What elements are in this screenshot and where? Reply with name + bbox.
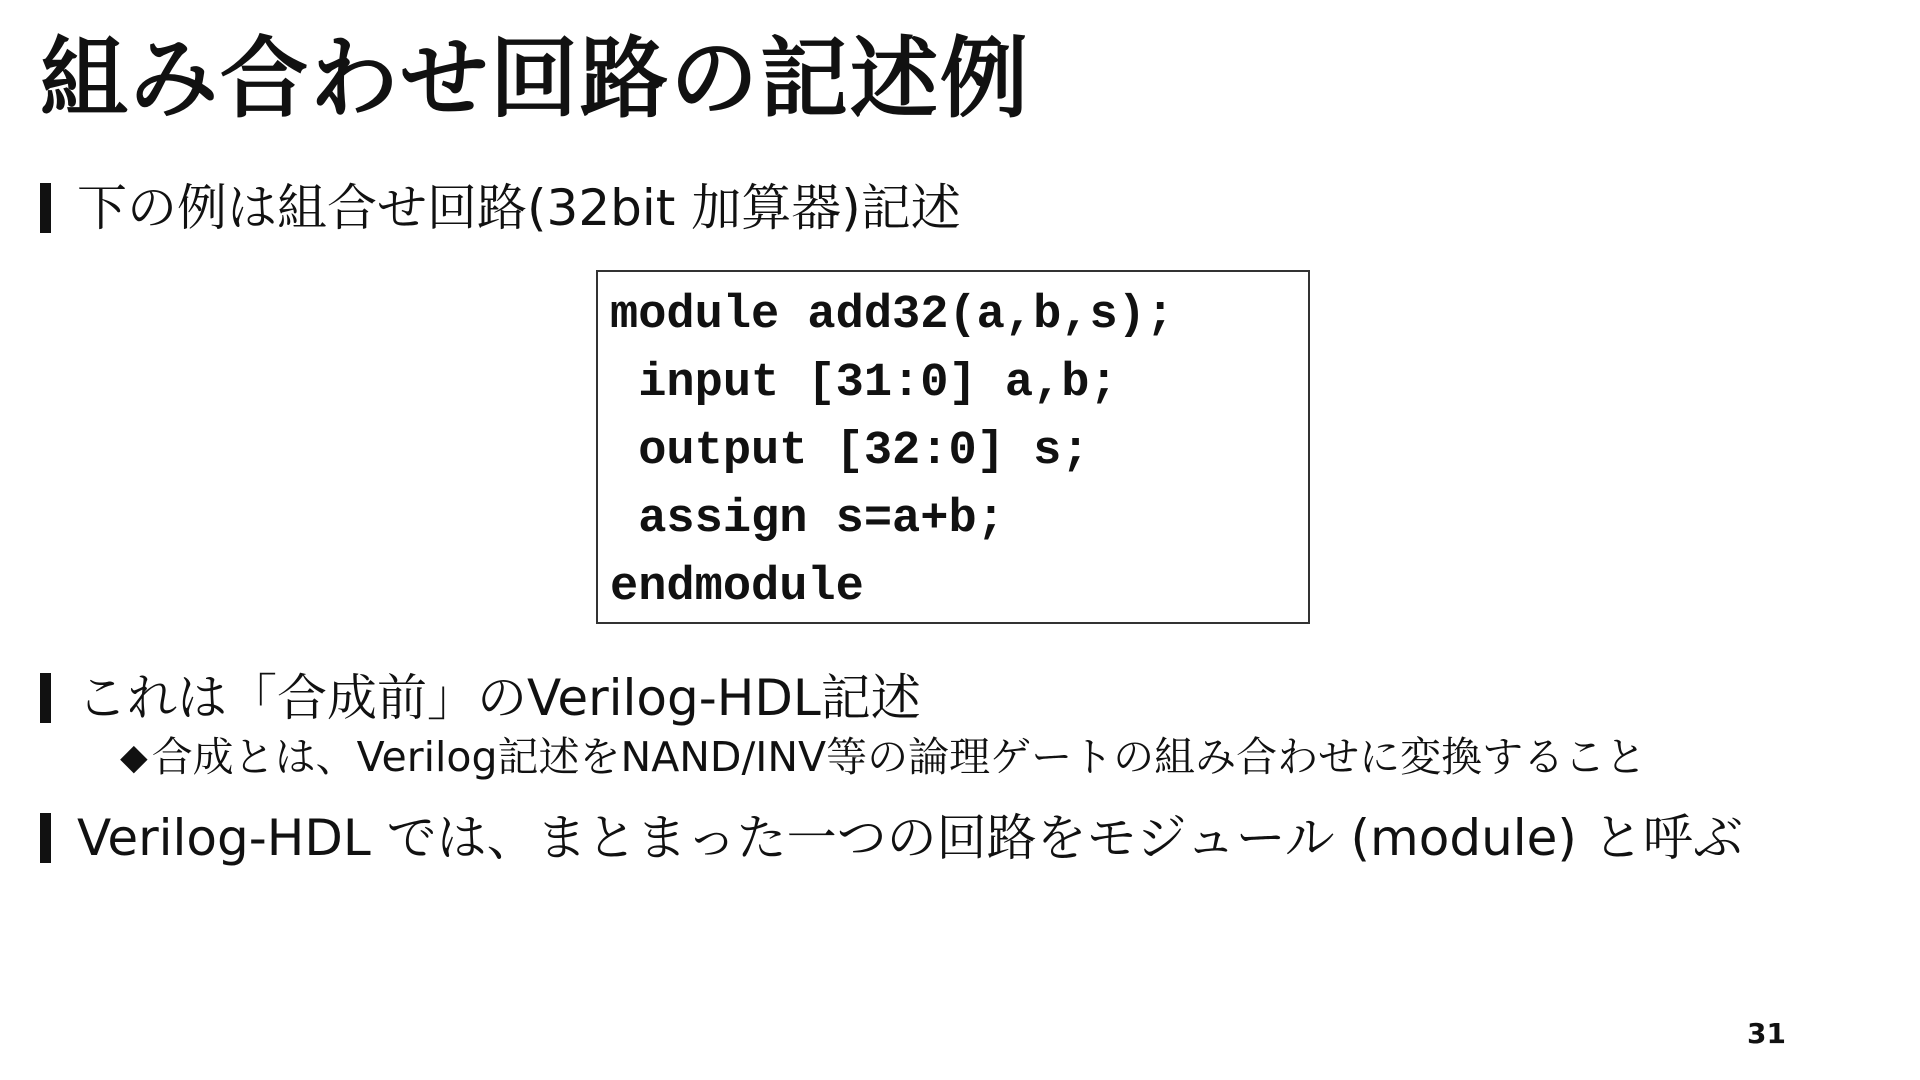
bullet-item: [40, 808, 1743, 868]
code-line: input [31:0] a,b;: [610, 357, 1118, 410]
code-line: module add32(a,b,s);: [610, 289, 1175, 342]
bullet-bar-icon: [40, 673, 51, 723]
code-block: [596, 270, 1310, 624]
diamond-icon: ◆: [120, 737, 148, 779]
page-number: 31: [1747, 1017, 1786, 1050]
bullet-text: 下の例は組合せ回路(32bit 加算器)記述: [77, 179, 961, 237]
code-line: endmodule: [610, 561, 864, 614]
bullet-item: [40, 178, 961, 238]
bullet-bar-icon: [40, 813, 51, 863]
bullet-item: [40, 668, 921, 728]
bullet-bar-icon: [40, 183, 51, 233]
bullet-text: Verilog-HDL では、まとまった一つの回路をモジュール (module) と呼ぶ: [77, 809, 1743, 867]
slide-title: 組み合わせ回路の記述例: [40, 27, 1031, 130]
code-line: assign s=a+b;: [610, 493, 1005, 546]
bullet-text: これは「合成前」のVerilog-HDL記述: [77, 669, 921, 727]
code-line: output [32:0] s;: [610, 425, 1090, 478]
sub-bullet-item: [120, 733, 1646, 782]
sub-bullet-text: 合成とは、Verilog記述をNAND/INV等の論理ゲートの組み合わせに変換すること: [151, 733, 1647, 781]
